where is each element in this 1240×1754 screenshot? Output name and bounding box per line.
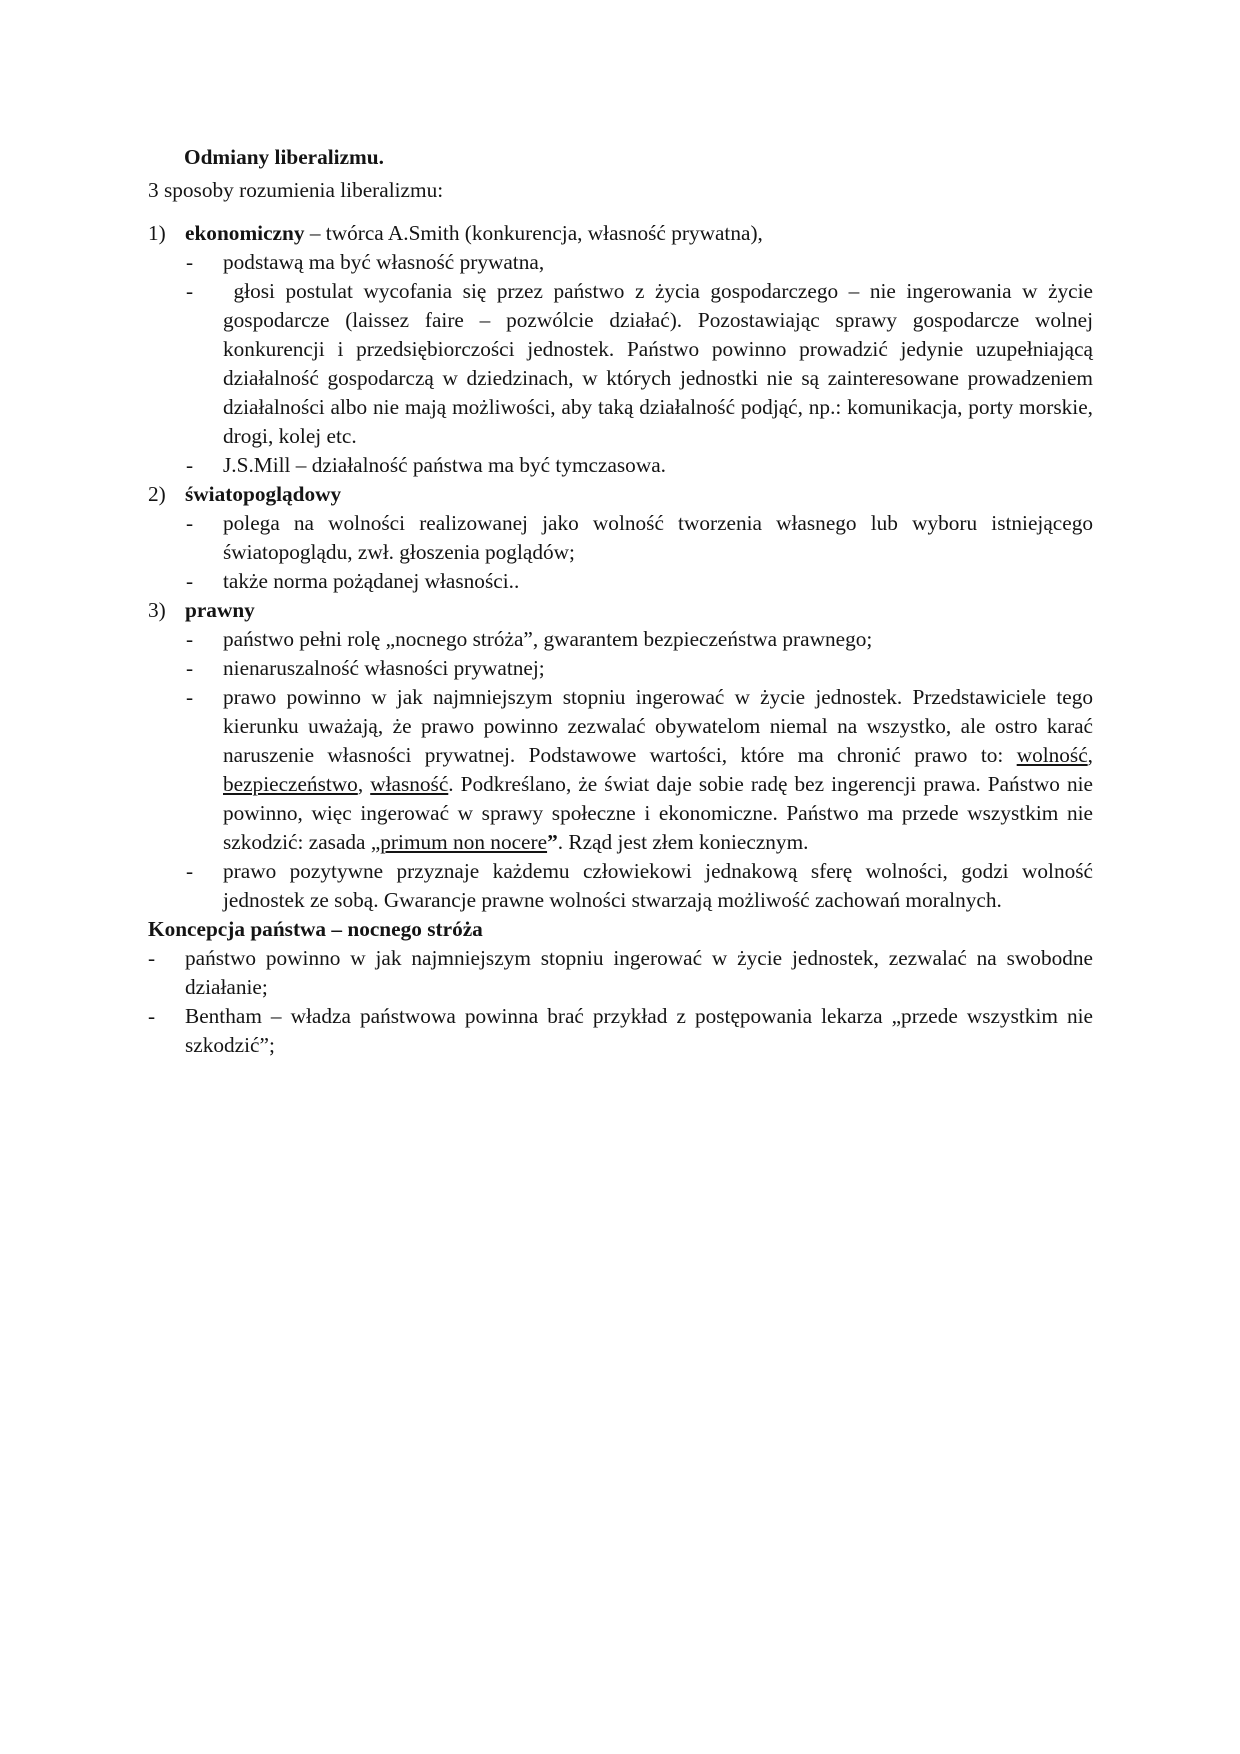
section-number: 3) (148, 598, 166, 622)
dash-bullet: - (186, 453, 194, 477)
quote-open: „ (370, 830, 381, 854)
document-page (148, 143, 1099, 1060)
list-item-text: polega na wolności realizowanej jako wolność tworzenia własnego lub wyboru istniejącego światopoglądu, zwł. głoszenia poglądów; (223, 511, 1093, 564)
underlined-value: własność (370, 772, 449, 796)
quote-close: ” (547, 830, 558, 854)
section-heading-bold: prawny (185, 598, 255, 622)
section-heading (148, 219, 1093, 248)
list-item-text: prawo pozytywne przyznaje każdemu człowiekowi jednakową sferę wolności, godzi wolność jednostek ze sobą. Gwarancje prawne wolności stwarzają możliwość zachowań moralnych. (223, 859, 1093, 912)
list-item (186, 567, 1093, 596)
section-heading-text (185, 219, 1093, 248)
document-title: Odmiany liberalizmu. (184, 145, 384, 169)
section-night-watchman (148, 915, 1093, 1060)
separator: , (357, 772, 371, 796)
section-legal (148, 596, 1093, 915)
list-item-text: państwo powinno w jak najmniejszym stopniu ingerować w życie jednostek, zezwalać na swobodne działanie; (185, 946, 1093, 999)
dash-bullet: - (186, 569, 194, 593)
list-item (186, 857, 1093, 915)
list-item-text: także norma pożądanej własności.. (223, 569, 520, 593)
dash-bullet: - (186, 511, 194, 535)
list-item-text: Bentham – władza państwowa powinna brać przykład z postępowania lekarza „przede wszystkim nie szkodzić”; (185, 1004, 1093, 1057)
section-heading-bold: ekonomiczny (185, 221, 305, 245)
text-run: . Podkreślano, że świat daje sobie radę bez ingerencji prawa. Państwo nie powinno, więc ingerować w sprawy społeczne i ekonomiczne. Państwo ma przede wszystkim nie szkodzić: zasada (223, 772, 1093, 854)
section-title: Koncepcja państwa – nocnego stróża (148, 917, 483, 941)
section-number: 1) (148, 221, 166, 245)
section-economic (148, 219, 1099, 480)
section-heading-bold: światopoglądowy (185, 482, 342, 506)
dash-bullet: - (186, 279, 194, 303)
list-item (186, 248, 1093, 277)
list-item-text: głosi postulat wycofania się przez państwo z życia gospodarczego – nie ingerowania w życie gospodarcze (laissez faire – pozwólcie działać). Pozostawiając sprawy gospodarcze wolnej konkurencji i przedsiębiorczości jednostek. Państwo powinno prowadzić jedynie uzupełniającą działalność gospodarczą w dziedzinach, w których jednostki nie są zainteresowane prowadzeniem działalności albo nie mają możliwości, aby taką działalność podjąć, np.: komunikacja, porty morskie, drogi, kolej etc. (223, 279, 1099, 448)
section-heading-text (185, 596, 1093, 625)
list-item-text: J.S.Mill – działalność państwa ma być tymczasowa. (223, 453, 666, 477)
section-heading-text (185, 480, 1093, 509)
list-item (186, 683, 1093, 857)
underlined-value: bezpieczeństwo (223, 772, 358, 796)
list-item (186, 509, 1093, 567)
dash-bullet: - (186, 685, 194, 709)
list-item (186, 277, 1099, 451)
list-item (186, 625, 1093, 654)
list-item (186, 451, 1093, 480)
dash-bullet: - (148, 946, 156, 970)
dash-bullet: - (148, 1004, 156, 1028)
dash-bullet: - (186, 627, 194, 651)
dash-bullet: - (186, 859, 194, 883)
separator: , (1087, 743, 1093, 767)
section-number: 2) (148, 482, 166, 506)
text-run: prawo powinno w jak najmniejszym stopniu ingerować w życie jednostek. Przedstawiciele tego kierunku uważają, że prawo powinno zezwalać obywatelom niemal na wszystko, ale ostro karać naruszenie własności prywatnej. Podstawowe wartości, które ma chronić prawo to: (223, 685, 1093, 767)
list-item-text: nienaruszalność własności prywatnej; (223, 656, 545, 680)
section-heading-rest: – twórca A.Smith (konkurencja, własność prywatna), (304, 221, 763, 245)
section-worldview (148, 480, 1093, 596)
list-item-text: państwo pełni rolę „nocnego stróża”, gwarantem bezpieczeństwa prawnego; (223, 627, 873, 651)
list-item (148, 944, 1093, 1002)
list-item (186, 654, 1093, 683)
intro-text: 3 sposoby rozumienia liberalizmu: (148, 178, 444, 202)
latin-maxim: primum non nocere (380, 830, 548, 854)
underlined-value: wolność (1016, 743, 1088, 767)
list-item (148, 1002, 1093, 1060)
list-item-text: podstawą ma być własność prywatna, (223, 250, 545, 274)
section-heading (148, 596, 1093, 625)
text-run: . Rząd jest złem koniecznym. (557, 830, 809, 854)
dash-bullet: - (186, 250, 194, 274)
dash-bullet: - (186, 656, 194, 680)
list-item-text-long (223, 683, 1093, 857)
section-heading (148, 480, 1093, 509)
